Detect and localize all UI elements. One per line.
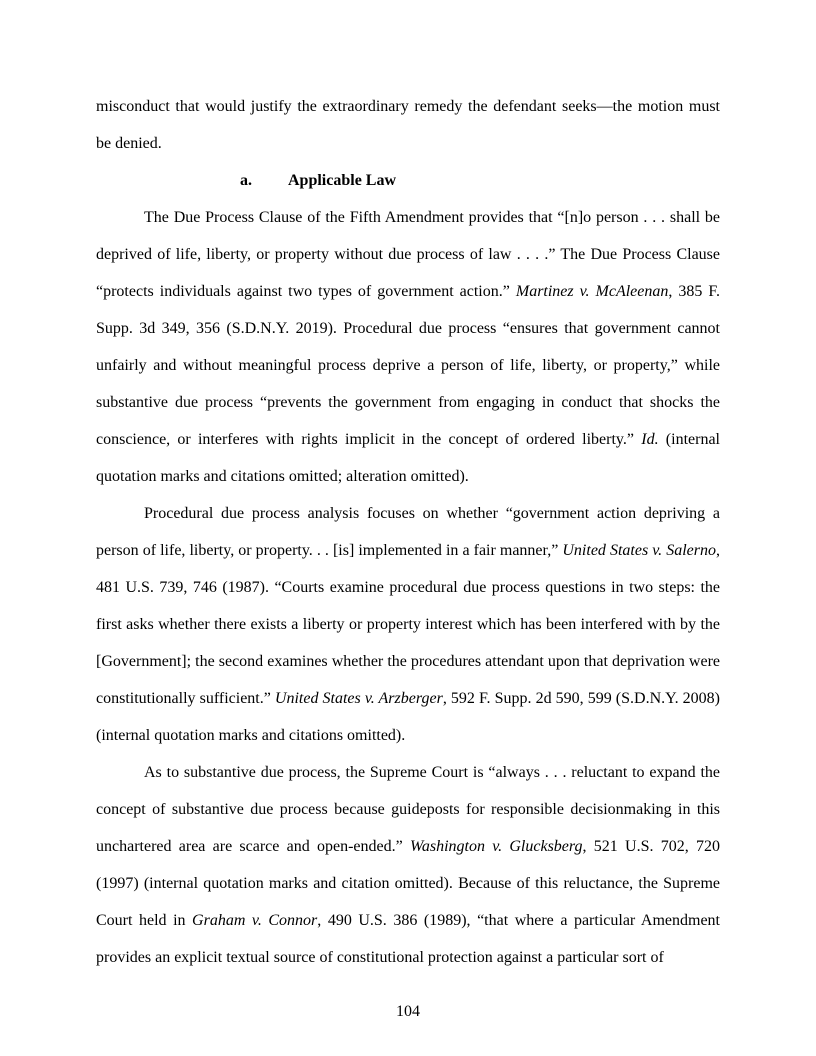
body-text: Procedural due process analysis focuses on whether “government action depriving a person of life, liberty, or property. . . [is] implemented in a fair manner,” xyxy=(96,505,720,559)
case-citation: Martinez v. McAleenan xyxy=(515,283,669,300)
paragraph xyxy=(96,754,720,976)
document-body xyxy=(96,199,720,976)
section-heading-label: a. xyxy=(240,172,252,189)
page-number: 104 xyxy=(396,1003,420,1020)
case-citation: Graham v. Connor xyxy=(192,912,318,929)
paragraph xyxy=(96,495,720,754)
paragraph xyxy=(96,199,720,495)
case-citation: Washington v. Glucksberg xyxy=(409,838,583,855)
body-text: As to substantive due process, the Supreme Court is “always . . . reluctant to expand the concept of substantive due process because guideposts for responsible decisionmaking in this unchartered area are scarce and open-ended.” xyxy=(96,764,720,855)
section-heading xyxy=(96,162,720,199)
body-text: , 481 U.S. 739, 746 (1987). “Courts examine procedural due process questions in two steps: the first asks whether there exists a liberty or property interest which has been interfered with by the [Government]; the second examines whether the procedures attendant upon that deprivation were constitutionally sufficient.” xyxy=(96,542,720,707)
paragraph-continuation: misconduct that would justify the extraordinary remedy the defendant seeks—the motion must be denied. xyxy=(96,98,720,152)
section-heading-title: Applicable Law xyxy=(288,172,397,189)
body-text: , 592 F. Supp. 2d 590, 599 (S.D.N.Y. 2008) (internal quotation marks and citations omitted). xyxy=(96,690,721,744)
body-text: , 490 U.S. 386 (1989), “that where a particular Amendment provides an explicit textual source of constitutional protection against a particular sort of xyxy=(96,912,721,966)
body-text: (internal quotation marks and citations omitted; alteration omitted). xyxy=(96,431,720,485)
body-text: , 521 U.S. 702, 720 (1997) (internal quotation marks and citation omitted). Because of this reluctance, the Supreme Court held in xyxy=(96,838,721,929)
case-citation: Id. xyxy=(641,431,659,448)
body-text: The Due Process Clause of the Fifth Amendment provides that “[n]o person . . . shall be deprived of life, liberty, or property without due process of law . . . .” The Due Process Clause “protects individuals against two types of government action.” xyxy=(96,209,720,300)
body-text: , 385 F. Supp. 3d 349, 356 (S.D.N.Y. 2019). Procedural due process “ensures that government cannot unfairly and without meaningful process deprive a person of life, liberty, or property,” while substantive due process “prevents the government from engaging in conduct that shocks the conscience, or interferes with rights implicit in the concept of ordered liberty.” xyxy=(96,283,720,448)
case-citation: United States v. Salerno xyxy=(562,542,716,559)
case-citation: United States v. Arzberger xyxy=(274,690,443,707)
